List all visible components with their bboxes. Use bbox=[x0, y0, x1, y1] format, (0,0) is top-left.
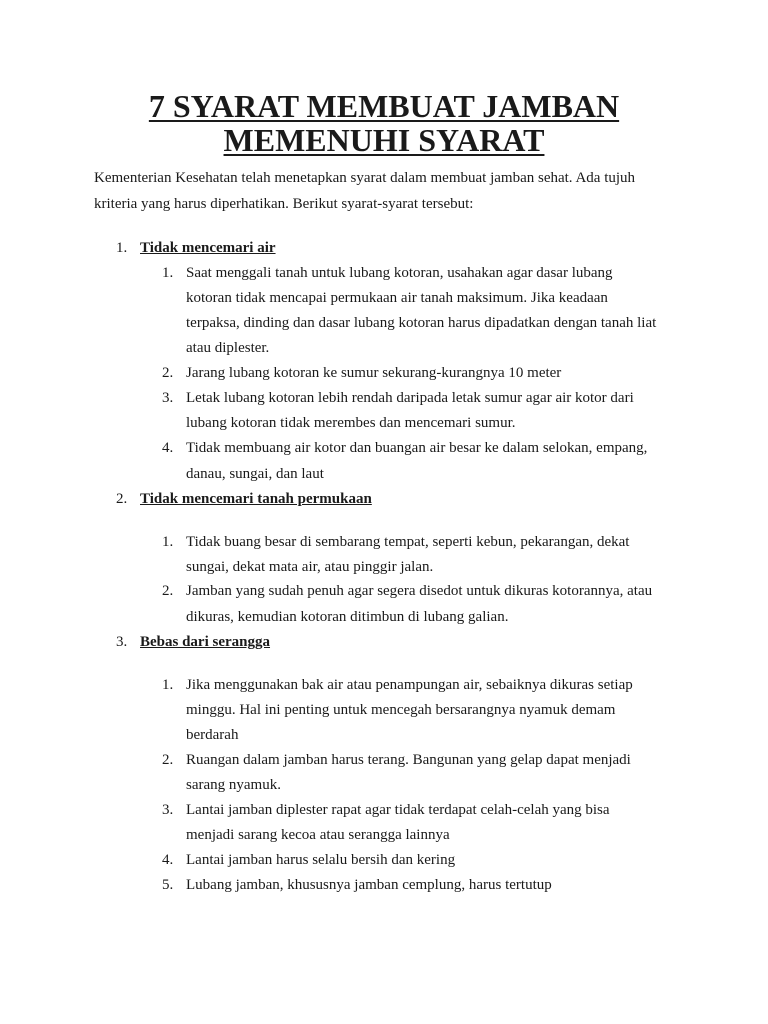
item-text-line: terpaksa, dinding dan dasar lubang kotoran harus dipadatkan dengan tanah liat bbox=[186, 315, 657, 331]
item-number: 4. bbox=[162, 852, 174, 868]
item-number: 2. bbox=[162, 752, 174, 768]
intro-line-2: kriteria yang harus diperhatikan. Berikut syarat-syarat tersebut: bbox=[94, 196, 474, 212]
item-number: 3. bbox=[162, 802, 174, 818]
item-text-line: dikuras, kemudian kotoran ditimbun di lubang galian. bbox=[186, 609, 509, 625]
item-number: 1. bbox=[162, 677, 174, 693]
item-text-line: minggu. Hal ini penting untuk mencegah bersarangnya nyamuk demam bbox=[186, 702, 616, 718]
item-text-line: kotoran tidak mencapai permukaan air tanah maksimum. Jika keadaan bbox=[186, 290, 608, 306]
item-text-line: Jamban yang sudah penuh agar segera disedot untuk dikuras kotorannya, atau bbox=[186, 583, 653, 599]
item-text-line: Saat menggali tanah untuk lubang kotoran, usahakan agar dasar lubang bbox=[186, 265, 613, 281]
item-text-line: lubang kotoran tidak merembes dan mencemari sumur. bbox=[186, 415, 516, 431]
page-title-line-2: MEMENUHI SYARAT bbox=[223, 122, 545, 158]
item-number: 2. bbox=[162, 365, 174, 381]
item-number: 3. bbox=[162, 390, 174, 406]
item-text-line: Lantai jamban harus selalu bersih dan kering bbox=[186, 852, 456, 868]
item-text-line: sungai, dekat mata air, atau pinggir jalan. bbox=[186, 559, 434, 575]
section-heading: Tidak mencemari air bbox=[140, 240, 276, 256]
section-number: 1. bbox=[116, 240, 128, 256]
section-number: 2. bbox=[116, 491, 128, 507]
item-text-line: atau diplester. bbox=[186, 340, 270, 356]
item-text-line: Letak lubang kotoran lebih rendah daripada letak sumur agar air kotor dari bbox=[186, 390, 634, 406]
item-number: 5. bbox=[162, 877, 174, 893]
section-heading: Bebas dari serangga bbox=[140, 634, 271, 650]
item-text-line: Tidak membuang air kotor dan buangan air besar ke dalam selokan, empang, bbox=[186, 440, 648, 456]
item-number: 4. bbox=[162, 440, 174, 456]
item-text-line: Lubang jamban, khususnya jamban cemplung, harus tertutup bbox=[186, 877, 552, 893]
item-text-line: Lantai jamban diplester rapat agar tidak terdapat celah-celah yang bisa bbox=[186, 802, 610, 818]
page-title-line-1: 7 SYARAT MEMBUAT JAMBAN bbox=[148, 88, 620, 124]
item-text-line: Tidak buang besar di sembarang tempat, seperti kebun, pekarangan, dekat bbox=[186, 534, 630, 550]
item-number: 1. bbox=[162, 265, 174, 281]
item-text-line: berdarah bbox=[186, 727, 239, 743]
item-text-line: menjadi sarang kecoa atau serangga lainnya bbox=[186, 827, 450, 843]
item-number: 2. bbox=[162, 583, 174, 599]
section-heading: Tidak mencemari tanah permukaan bbox=[140, 491, 372, 507]
section-number: 3. bbox=[116, 634, 128, 650]
item-text-line: Ruangan dalam jamban harus terang. Bangunan yang gelap dapat menjadi bbox=[186, 752, 631, 768]
item-text-line: danau, sungai, dan laut bbox=[186, 466, 324, 482]
item-number: 1. bbox=[162, 534, 174, 550]
intro-line-1: Kementerian Kesehatan telah menetapkan syarat dalam membuat jamban sehat. Ada tujuh bbox=[94, 170, 636, 186]
item-text-line: Jika menggunakan bak air atau penampungan air, sebaiknya dikuras setiap bbox=[186, 677, 633, 693]
item-text-line: sarang nyamuk. bbox=[186, 777, 281, 793]
item-text-line: Jarang lubang kotoran ke sumur sekurang-kurangnya 10 meter bbox=[186, 365, 562, 381]
